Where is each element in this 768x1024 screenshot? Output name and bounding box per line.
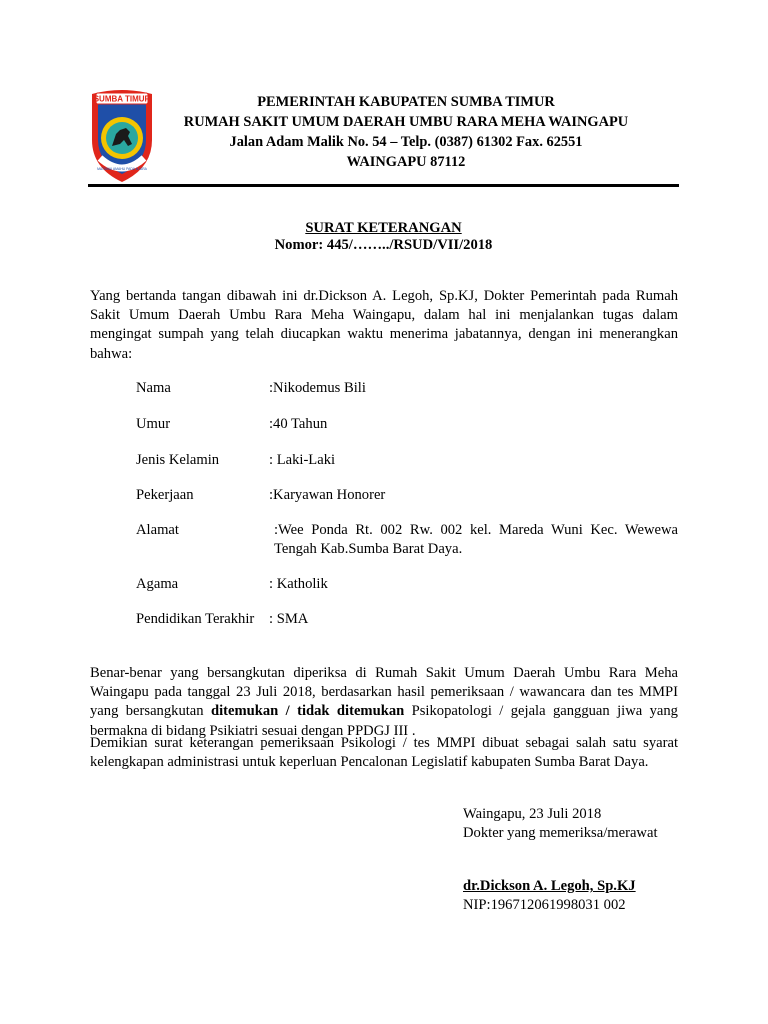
logo-ribbon-text: MATAWAI AMAHU PADA NJARA bbox=[97, 167, 147, 171]
field-label-jenis-kelamin: Jenis Kelamin bbox=[136, 452, 220, 468]
field-value-alamat: :Wee Ponda Rt. 002 Rw. 002 kel. Mareda Wuni Kec. Wewewa Tengah Kab.Sumba Barat Daya. bbox=[274, 522, 678, 557]
signature-nip: NIP:196712061998031 002 bbox=[463, 897, 626, 913]
result-finding: ditemukan / tidak ditemukan bbox=[210, 703, 405, 720]
field-value-nama: :Nikodemus Bili bbox=[269, 380, 366, 396]
result-text-2: Psikopatologi / gejala gangguan jiwa yang bermakna di bidang Psikiatri sesuai dengan PPDGJ III . bbox=[90, 703, 678, 739]
title-heading: SURAT KETERANGAN bbox=[305, 220, 462, 236]
letter-number: Nomor: 445/……../RSUD/VII/2018 bbox=[274, 237, 493, 253]
field-value-jenis-kelamin: : Laki-Laki bbox=[269, 452, 336, 468]
result-paragraph bbox=[90, 664, 678, 741]
letterhead-line-3: Jalan Adam Malik No. 54 – Telp. (0387) 61302 Fax. 62551 bbox=[229, 134, 583, 150]
field-value-pekerjaan: :Karyawan Honorer bbox=[269, 487, 386, 503]
field-value-umur: :40 Tahun bbox=[269, 416, 328, 432]
letterhead-line-4: WAINGAPU 87112 bbox=[346, 154, 466, 170]
field-label-pekerjaan: Pekerjaan bbox=[136, 487, 194, 503]
letter-title bbox=[88, 220, 679, 254]
signature-role: Dokter yang memeriksa/merawat bbox=[463, 825, 658, 841]
intro-paragraph: Yang bertanda tangan dibawah ini dr.Dickson A. Legoh, Sp.KJ, Dokter Pemerintah pada Rumah Sakit Umum Daerah Umbu Rara Meha Waingapu, dalam hal ini menjalankan tugas dalam mengingat sumpah yang telah diucapkan waktu menerima jabatannya, dengan ini menerangkan bahwa: bbox=[90, 288, 678, 362]
field-label-nama: Nama bbox=[136, 380, 171, 396]
closing-paragraph: Demikian surat keterangan pemeriksaan Psikologi / tes MMPI dibuat sebagai salah satu syarat kelengkapan administrasi untuk keperluan Pencalonan Legislatif kabupaten Sumba Barat Daya. bbox=[90, 735, 678, 771]
field-value-pendidikan: : SMA bbox=[269, 611, 309, 627]
signature-name: dr.Dickson A. Legoh, Sp.KJ bbox=[463, 878, 636, 894]
letterhead-rule bbox=[88, 184, 679, 187]
field-label-umur: Umur bbox=[136, 416, 171, 432]
field-value-agama: : Katholik bbox=[269, 576, 328, 592]
regency-logo bbox=[86, 88, 158, 186]
field-label-pendidikan: Pendidikan Terakhir bbox=[136, 611, 255, 627]
logo-banner-text: SUMBA TIMUR bbox=[93, 94, 151, 104]
result-text-1: Benar-benar yang bersangkutan diperiksa di Rumah Sakit Umum Daerah Umbu Rara Meha Waingapu pada tanggal 23 Juli 2018, berdasarkan hasil pemeriksaan / wawancara dan tes MMPI yang bersangkutan bbox=[90, 665, 678, 720]
signature-place-date: Waingapu, 23 Juli 2018 bbox=[463, 806, 602, 822]
letterhead-line-1: PEMERINTAH KABUPATEN SUMBA TIMUR bbox=[257, 94, 555, 110]
letterhead bbox=[150, 92, 662, 172]
letterhead-line-2: RUMAH SAKIT UMUM DAERAH UMBU RARA MEHA WAINGAPU bbox=[183, 114, 629, 130]
field-label-alamat: Alamat bbox=[136, 522, 179, 538]
field-label-agama: Agama bbox=[136, 576, 179, 592]
